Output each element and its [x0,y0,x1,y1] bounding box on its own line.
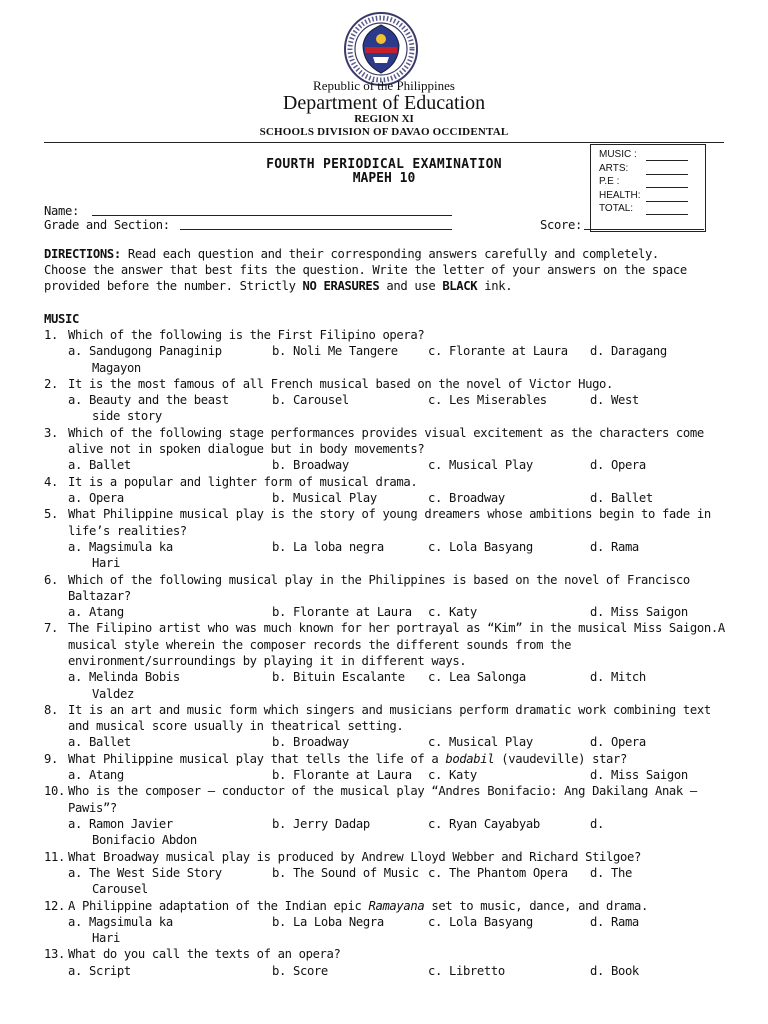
answer-option: b. Florante at Laura [272,768,412,783]
question-text: What do you call the texts of an opera? [68,947,341,962]
directions-text-3b: and use [379,279,443,293]
division-heading: SCHOOLS DIVISION OF DAVAO OCCIDENTAL [259,126,509,138]
deped-seal [343,11,419,87]
answer-option: c. Lola Basyang [428,914,533,929]
answer-option: c. Lola Basyang [428,539,533,554]
question-text: Which of the following is the First Filipino opera? [68,328,425,342]
question-text: life’s realities? [68,523,187,538]
score-health-line[interactable] [646,201,688,202]
name-label: Name: [44,204,79,218]
answer-option: b. Carousel [272,393,349,408]
question-text: musical style wherein the composer records the different sounds from the [68,637,572,652]
question-number: 5. [44,507,58,522]
answer-option: c. Musical Play [428,458,533,473]
question-text: and musical score usually in theatrical setting. [68,719,404,734]
question-number: 11. [44,849,65,864]
directions-line-3 [44,278,512,294]
answer-option: b. Musical Play [272,490,377,505]
score-arts-line[interactable] [646,174,688,175]
question-text: A Philippine adaptation of the Indian epic Ramayana set to music, dance, and drama. [68,898,648,913]
question-text: Who is the composer – conductor of the musical play “Andres Bonifacio: Ang Dakilang Anak – [68,784,697,799]
score-health-label: HEALTH: [599,190,641,201]
question-number: 3. [44,425,58,440]
question-number: 12. [44,898,65,913]
score-music-label: MUSIC : [599,149,637,160]
answer-option: b. Broadway [272,735,349,750]
answer-option: a. Ballet [68,458,131,473]
answer-option: a. Beauty and the beast [68,393,229,408]
question-number: 13. [44,947,65,962]
answer-option: d. Rama [590,914,639,929]
answer-option-wrap: Hari [92,931,120,946]
question-text: It is a popular and lighter form of musical drama. [68,474,418,489]
question-text: It is the most famous of all French musical based on the novel of Victor Hugo. [68,376,614,391]
question-number: 2. [44,376,58,391]
score-music-line[interactable] [646,160,688,161]
answer-option: b. Broadway [272,458,349,473]
answer-option: c. The Phantom Opera [428,865,568,880]
grade-field[interactable] [180,229,452,230]
answer-option: c. Musical Play [428,735,533,750]
black-emphasis: BLACK [442,279,478,293]
answer-option: b. La loba negra [272,539,384,554]
question-text: What Broadway musical play is produced by Andrew Lloyd Webber and Richard Stilgoe? [68,849,641,864]
score-field[interactable] [584,229,704,230]
question-text: environment/surroundings by playing it in different ways. [68,653,467,668]
answer-option: b. Florante at Laura [272,605,412,620]
answer-option: c. Lea Salonga [428,670,526,685]
answer-option: d. [590,816,604,831]
exam-subject: MAPEH 10 [352,171,416,186]
name-field[interactable] [92,215,452,216]
answer-option: b. La Loba Negra [272,914,384,929]
score-pe-line[interactable] [646,187,688,188]
answer-option: c. Ryan Cayabyab [428,816,540,831]
question-number: 4. [44,474,58,489]
question-number: 8. [44,702,58,717]
question-text: It is an art and music form which singers and musicians perform dramatic work combining text [68,702,711,717]
answer-option: d. Miss Saigon [590,605,688,620]
answer-option: b. Jerry Dadap [272,816,370,831]
question-number: 7. [44,621,58,636]
question-text: What Philippine musical play is the story of young dreamers whose ambitions begin to fade in [68,507,711,522]
answer-option-wrap: Magayon [92,360,141,375]
question-number: 6. [44,572,58,587]
directions-label: DIRECTIONS: [44,247,121,261]
question-number: 10. [44,784,65,799]
answer-option: d. Rama [590,539,639,554]
answer-option: d. Ballet [590,490,653,505]
header-rule [44,142,724,143]
department-heading: Department of Education [282,92,486,114]
answer-option: d. Book [590,963,639,978]
answer-option: b. The Sound of Music [272,865,419,880]
answer-option: c. Broadway [428,490,505,505]
score-total-label: TOTAL: [599,203,634,214]
answer-option: a. Melinda Bobis [68,670,180,685]
grade-label: Grade and Section: [44,218,170,232]
answer-option: c. Katy [428,605,477,620]
answer-option: c. Les Miserables [428,393,547,408]
question-text: Pawis”? [68,800,117,815]
question-text: Baltazar? [68,588,131,603]
answer-option: a. The West Side Story [68,865,222,880]
answer-option: a. Opera [68,490,124,505]
answer-option: c. Katy [428,768,477,783]
answer-option: d. Opera [590,458,646,473]
score-total-line[interactable] [646,214,688,215]
directions-text-3c: ink. [477,279,513,293]
exam-title: FOURTH PERIODICAL EXAMINATION [266,157,502,172]
question-text: What Philippine musical play that tells the life of a bodabil (vaudeville) star? [68,751,628,766]
directions-line-1 [44,246,659,262]
question-text: The Filipino artist who was much known for her portrayal as “Kim” in the musical Miss Saigon.A [68,621,725,636]
answer-option-wrap: Bonifacio Abdon [92,833,197,848]
answer-option: b. Noli Me Tangere [272,344,398,359]
answer-option-wrap: Hari [92,556,120,571]
answer-option: d. West [590,393,639,408]
answer-option: a. Atang [68,768,124,783]
question-text: Which of the following stage performances provides visual excitement as the characters come [68,425,704,440]
question-number: 1. [44,328,58,342]
score-label: Score: [540,218,582,232]
question-text: Which of the following musical play in the Philippines is based on the novel of Francisco [68,572,690,587]
question-number: 9. [44,751,58,766]
no-erasures-emphasis: NO ERASURES [302,279,380,293]
question-text: alive not in spoken dialogue but in body movements? [68,442,425,457]
answer-option: d. Mitch [590,670,646,685]
answer-option: d. Opera [590,735,646,750]
score-pe-label: P.E : [599,176,620,187]
directions-text-3a: provided before the number. Strictly [44,279,303,293]
answer-option: a. Script [68,963,131,978]
answer-option: d. The [590,865,632,880]
score-box [590,144,706,232]
answer-option: a. Magsimula ka [68,914,173,929]
answer-option-wrap: Valdez [92,686,134,701]
answer-option: d. Daragang [590,344,667,359]
answer-option: a. Sandugong Panaginip [68,344,222,359]
directions-line-2: Choose the answer that best fits the question. Write the letter of your answers on the space [44,263,687,277]
answer-option: a. Ballet [68,735,131,750]
answer-option: c. Libretto [428,963,505,978]
directions-text-1: Read each question and their corresponding answers carefully and completely. [120,247,659,261]
answer-option: a. Atang [68,605,124,620]
answer-option: b. Bituin Escalante [272,670,405,685]
answer-option: c. Florante at Laura [428,344,568,359]
region-heading: REGION XI [354,113,414,125]
answer-option: a. Magsimula ka [68,539,173,554]
answer-option-wrap: Carousel [92,882,148,897]
score-arts-label: ARTS: [599,163,629,174]
answer-option-wrap: side story [92,409,162,424]
answer-option: d. Miss Saigon [590,768,688,783]
section-heading-music: MUSIC [44,312,79,326]
republic-heading: Republic of the Philippines [313,78,455,93]
answer-option: a. Ramon Javier [68,816,173,831]
answer-option: b. Score [272,963,328,978]
